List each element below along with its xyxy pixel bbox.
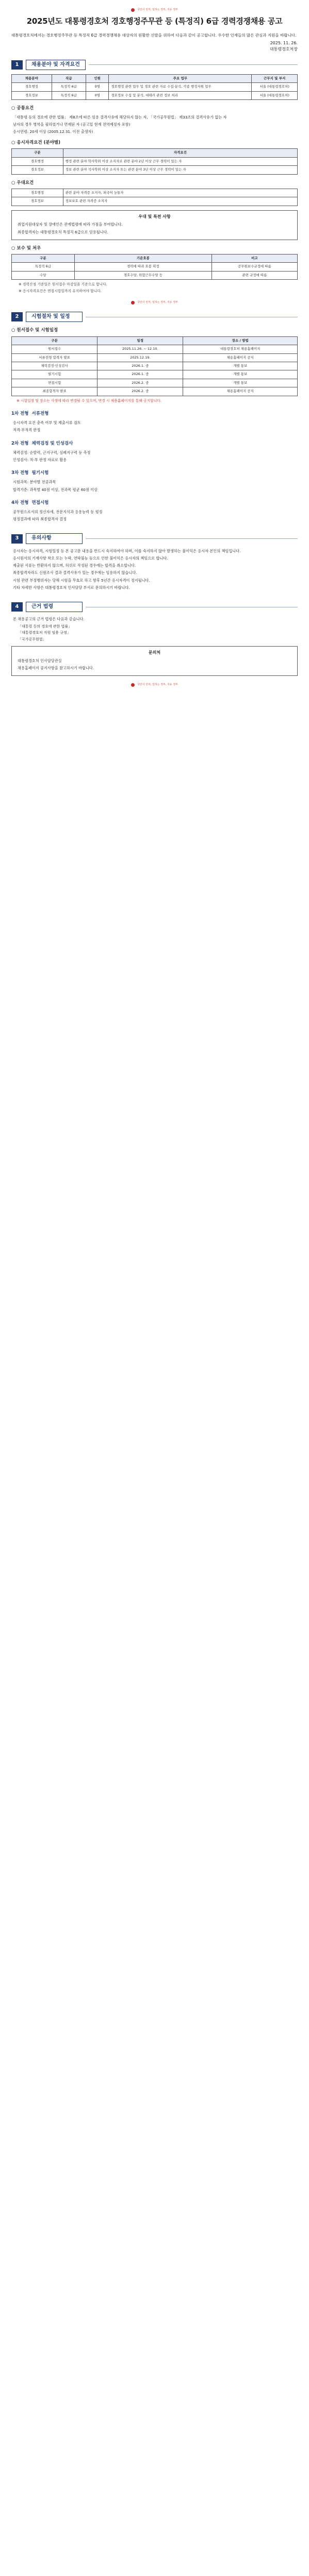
table-header: 구분 (12, 149, 63, 157)
table-row (12, 370, 298, 379)
step-name: 체력검정 및 인성검사 (31, 440, 73, 446)
table-cell: 경호수당, 위험근무수당 등 (74, 271, 212, 279)
laws-intro: 본 채용공고의 근거 법령은 다음과 같습니다. (13, 617, 85, 622)
top-caption (11, 7, 298, 13)
table-cell: 경호정보 (12, 91, 52, 99)
schedule-note: ※ 시험일정 및 장소는 사정에 따라 변경될 수 있으며, 변경 시 채용홈페이지를 통해 공지합니다. (17, 398, 162, 403)
section-4-header (11, 602, 298, 613)
section-number: 2 (11, 312, 23, 321)
table-row (12, 166, 298, 174)
table-header: 자격요건 (63, 149, 297, 157)
emblem-icon (131, 683, 135, 687)
section-title: 시험절차 및 일정 (26, 312, 83, 323)
table-cell: 0명 (86, 83, 109, 91)
caution-item: 최종합격자라도 신원조사 결과 결격사유가 있는 경우에는 임용하지 않습니다. (13, 570, 137, 575)
table-cell: 경호정보 (12, 197, 63, 206)
table-cell: 정보보호 관련 자격증 소지자 (63, 197, 297, 206)
step-2-header (11, 440, 298, 447)
table-row (12, 91, 298, 99)
table-cell: 서울 (대통령경호처) (252, 91, 298, 99)
box-title: 우대 및 특전 사항 (138, 214, 171, 219)
table-header: 기준호봉 (74, 255, 212, 263)
table-header: 근무지 및 부서 (252, 75, 298, 83)
table-cell: 정보 관련 분야 석사학위 이상 소지자 또는 관련 분야 3년 이상 근무 경력이 있는 자 (63, 166, 297, 174)
step-tag: 4차 전형 (11, 500, 29, 505)
common-req: 「대통령 등의 경호에 관한 법률」 제8조에 따른 임용 결격사유에 해당하지 않는 자, 「국가공무원법」 제33조의 결격사유가 없는 자 (13, 114, 227, 120)
caption-text: 국민이 먼저, 일하는 정부, 자유 정부 (137, 300, 178, 304)
law-item: 「국가공무원법」 (18, 637, 46, 641)
announce-org: 대통령경호처장 (269, 46, 298, 52)
table-cell: 2025.11.26. ~ 12.10. (97, 345, 183, 353)
caption-text: 국민이 먼저, 일하는 정부, 자유 정부 (137, 8, 178, 11)
table-cell: 서울 (대통령경호처) (252, 83, 298, 91)
table-cell: 2026.1. 중 (97, 362, 183, 370)
caution-item: 응시자는 응시자격, 시험일정 등 본 공고문 내용을 반드시 숙지하여야 하며, 이를 숙지하지 않아 발생하는 불이익은 응시자 본인의 책임입니다. (13, 548, 241, 553)
table-cell: 공무원보수규정에 따름 (212, 263, 297, 271)
table-header: 구분 (12, 255, 75, 263)
section-1-header (11, 60, 298, 71)
section-title: 유의사항 (26, 533, 83, 544)
step-name: 서류전형 (31, 411, 49, 416)
mid-caption (11, 301, 298, 304)
note-line: ※ 응시자격요건은 면접시험일까지 유지하여야 합니다. (19, 289, 102, 293)
age-note: 응시연령: 20세 이상 (2005.12.31. 이전 출생자) (13, 129, 93, 134)
pref-heading: ○ 우대요건 (11, 180, 34, 185)
table-cell: 경호행정 (12, 189, 63, 197)
table-cell: 개별 통보 (183, 370, 298, 379)
intro-text: 대통령경호처에서는 경호행정주무관 등 특정직 6급 경력경쟁채용 대상자의 원활한 선발을 위하여 다음과 같이 공고합니다. 우수한 인재들의 많은 관심과 지원을 바랍니다. (11, 32, 297, 38)
doc-title: 2025년도 대통령경호처 경호행정주무관 등 (특정직) 6급 경력경쟁채용 공고 (26, 16, 283, 26)
announce-date: 2025. 11. 26. (270, 41, 298, 46)
table-row (12, 189, 298, 197)
male-note: 남자의 경우 병역을 필하였거나 면제된 자 (공고일 현재 전역예정자 포함) (13, 122, 131, 127)
table-row (12, 197, 298, 206)
step-tag: 1차 전형 (11, 411, 29, 416)
section-rule (86, 538, 298, 539)
salary-heading: ○ 보수 및 처우 (11, 245, 41, 251)
step-item: 응시자격 요건 충족 여부 및 제출서류 검토 (13, 420, 81, 426)
step-1-header (11, 411, 298, 417)
table-cell: 최종합격자 발표 (12, 387, 97, 396)
caution-item: 기타 자세한 사항은 대통령경호처 인사담당 부서로 문의하시기 바랍니다. (13, 585, 130, 590)
step-item: 적격·부적격 판정 (13, 428, 41, 433)
contact-box (11, 646, 298, 676)
table-cell: 2025.12.19. (97, 353, 183, 362)
table-cell: 특정직 6급 (52, 83, 86, 91)
schedule-heading: ○ 원서접수 및 시험일정 (11, 328, 58, 333)
table-row (12, 362, 298, 370)
box-title: 문의처 (148, 650, 161, 655)
table-cell: 2026.1. 중 (97, 370, 183, 379)
step-item: 평정결과에 따라 최종합격자 결정 (13, 517, 67, 522)
table-header: 장소 / 방법 (183, 336, 298, 345)
section-rule (89, 64, 298, 65)
box-line: 최종합격자는 대통령경호처 특정직 6급으로 임용됩니다. (18, 229, 108, 234)
table-row (12, 83, 298, 91)
table-cell: 0명 (86, 91, 109, 99)
caution-item: 시험 관련 부정행위자는 당해 시험을 무효로 하고 향후 5년간 응시자격이 정지됩니다. (13, 578, 150, 583)
step-item: 합격기준: 과목별 40점 이상, 전과목 평균 60점 이상 (13, 487, 97, 492)
recruit-table (11, 74, 298, 100)
table-cell: 2026.2. 중 (97, 379, 183, 387)
table-cell: 필기시험 (12, 370, 97, 379)
table-cell: 경호행정 (12, 83, 52, 91)
table-cell: 체력검정·인성검사 (12, 362, 97, 370)
table-cell: 관련 분야 자격증 소지자, 외국어 능통자 (63, 189, 297, 197)
caution-item: 제출된 서류는 반환하지 않으며, 허위로 작성된 경우에는 합격을 취소합니다. (13, 563, 136, 568)
step-item: 인성검사: 적·부 판정 자료로 활용 (13, 457, 67, 462)
qualification-table (11, 148, 298, 174)
section-2-header (11, 312, 298, 323)
table-cell: 서류전형 합격자 발표 (12, 353, 97, 362)
table-cell: 경호행정 관련 업무 및 경호 관련 자료 수집·분석, 각종 행정지원 업무 (109, 83, 252, 91)
table-header: 구분 (12, 336, 97, 345)
table-cell: 채용홈페이지 공지 (183, 387, 298, 396)
step-3-header (11, 470, 298, 476)
step-item: 체력검정: 순발력, 근지구력, 심폐지구력 등 측정 (13, 450, 91, 455)
section-number: 3 (11, 534, 23, 544)
section-title: 근거 법령 (26, 602, 83, 613)
table-row (12, 353, 298, 362)
table-row (12, 387, 298, 396)
field-req-heading: ○ 응시자격요건 (분야별) (11, 140, 61, 146)
section-3-header (11, 533, 298, 544)
step-tag: 3차 전형 (11, 470, 29, 476)
table-row (12, 263, 298, 271)
bottom-caption (11, 683, 298, 687)
table-header: 직급 (52, 75, 86, 83)
section-number: 4 (11, 602, 23, 612)
box-line: 대통령경호처 인사담당관실 (18, 658, 62, 663)
table-cell: 원서접수 (12, 345, 97, 353)
salary-table (11, 254, 298, 280)
table-cell: 2026.2. 중 (97, 387, 183, 396)
table-cell: 경호행정 (12, 157, 63, 165)
table-header: 일정 (97, 336, 183, 345)
table-row (12, 379, 298, 387)
table-cell: 경호정보 (12, 166, 63, 174)
table-cell: 개별 통보 (183, 362, 298, 370)
table-row (12, 271, 298, 279)
table-header: 비고 (212, 255, 297, 263)
step-item: 시험과목: 분야별 전공과목 (13, 480, 56, 485)
benefits-box (11, 210, 298, 240)
note-line: ※ 경력산정 기준일은 원서접수 마감일을 기준으로 합니다. (19, 282, 107, 287)
law-item: 「대통령 등의 경호에 관한 법률」 (18, 624, 72, 629)
preference-table (11, 189, 298, 206)
schedule-table (11, 336, 298, 396)
step-item: 공무원으로서의 정신자세, 전문지식과 응용능력 등 평정 (13, 510, 103, 515)
caution-item: 응시원서의 기재사항 착오 또는 누락, 연락불능 등으로 인한 불이익은 응시자의 책임으로 합니다. (13, 556, 168, 561)
section-number: 1 (11, 60, 23, 70)
table-cell: 관련 규정에 따름 (212, 271, 297, 279)
table-cell: 특정직 6급 (52, 91, 86, 99)
table-cell: 면접시험 (12, 379, 97, 387)
law-item: 「대통령경호처 직원 임용 규정」 (18, 631, 71, 635)
table-cell: 대통령경호처 채용홈페이지 (183, 345, 298, 353)
section-title: 채용분야 및 자격요건 (26, 60, 86, 71)
table-header: 인원 (86, 75, 109, 83)
caption-text: 국민이 먼저, 일하는 정부, 자유 정부 (137, 683, 178, 686)
box-line: 채용홈페이지 공지사항을 참고하시기 바랍니다. (18, 665, 94, 670)
table-row (12, 157, 298, 165)
table-row (12, 345, 298, 353)
table-cell: 개별 통보 (183, 379, 298, 387)
step-4-header (11, 500, 298, 506)
table-cell: 특정직 6급 (12, 263, 75, 271)
step-name: 면접시험 (31, 500, 49, 505)
table-cell: 경력에 따라 호봉 획정 (74, 263, 212, 271)
box-line: 취업지원대상자 및 장애인은 관계법령에 따라 가점을 부여합니다. (18, 222, 123, 227)
table-header: 채용분야 (12, 75, 52, 83)
common-req-heading: ○ 공통요건 (11, 106, 34, 111)
table-cell: 채용홈페이지 공지 (183, 353, 298, 362)
table-header: 주요 업무 (109, 75, 252, 83)
emblem-icon (131, 8, 135, 12)
emblem-icon (131, 301, 135, 304)
step-tag: 2차 전형 (11, 440, 29, 446)
step-name: 필기시험 (31, 470, 49, 476)
table-cell: 경호정보 수집 및 분석, 대테러 관련 정보 처리 (109, 91, 252, 99)
table-cell: 행정 관련 분야 학사학위 이상 소지자로 관련 분야 2년 이상 근무 경력이 있는 자 (63, 157, 297, 165)
table-cell: 수당 (12, 271, 75, 279)
